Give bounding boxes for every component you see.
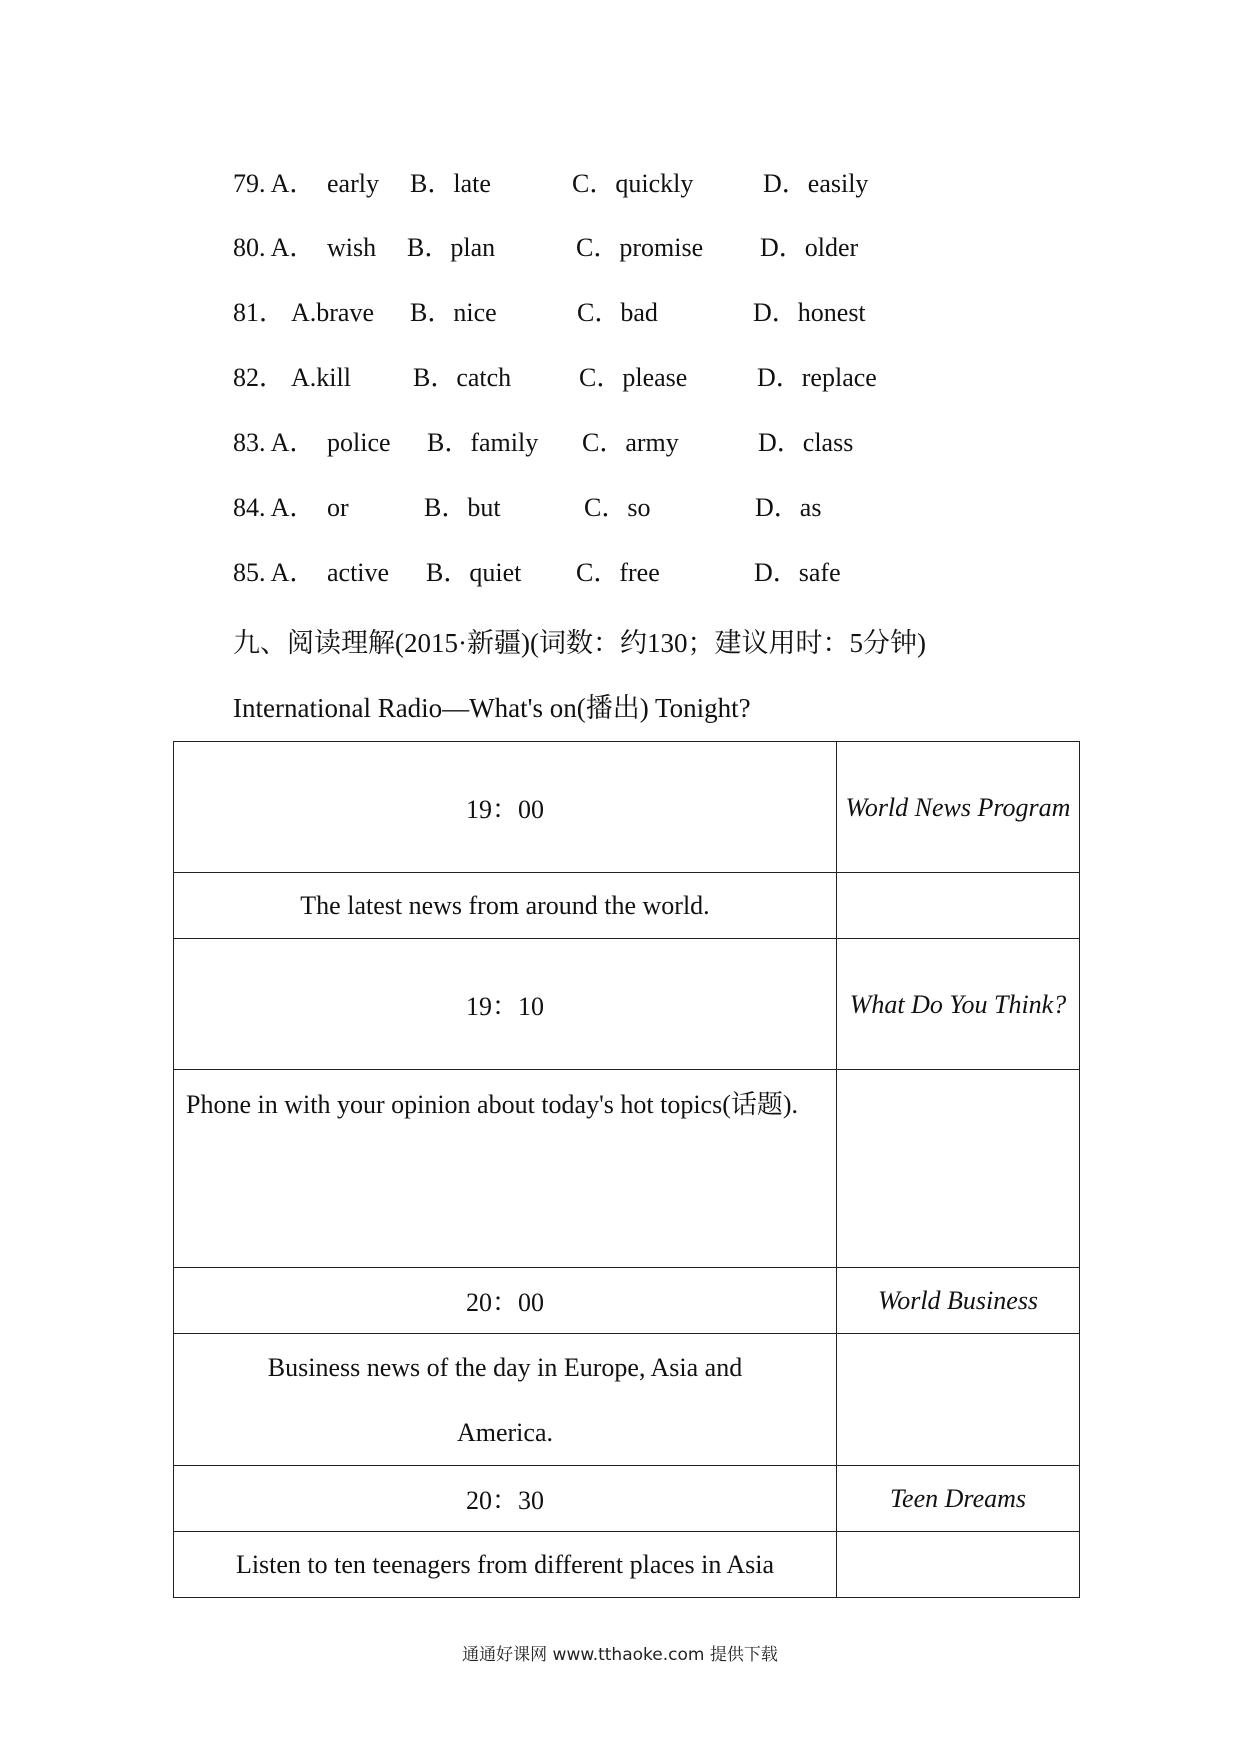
description-cell: Phone in with your opinion about today's hot topics(话题). (174, 1070, 837, 1268)
option-c: C．bad (577, 298, 658, 327)
passage-title: International Radio—What's on(播出) Tonight? (233, 693, 751, 723)
footer-text: 通通好课网 www.tthaoke.com 提供下载 (462, 1645, 778, 1665)
question-number: 83. A． (233, 428, 316, 457)
option-a: A.brave (291, 298, 375, 327)
time-cell: 20：30 (174, 1466, 837, 1532)
option-d: D．as (755, 493, 822, 522)
option-c: C．free (576, 558, 660, 587)
section-heading: 九、阅读理解(2015·新疆)(词数：约130；建议用时：5分钟) (233, 628, 926, 658)
option-d: D．class (758, 428, 854, 457)
option-a: active (327, 558, 390, 587)
program-title-cell: World Business (837, 1268, 1080, 1334)
option-b: B．family (427, 428, 539, 457)
description-cell: Business news of the day in Europe, Asia and America. (174, 1334, 837, 1466)
option-a: wish (327, 233, 377, 262)
table-row (174, 1466, 1080, 1532)
program-title-cell: What Do You Think? (837, 939, 1080, 1070)
option-a: A.kill (291, 363, 351, 392)
empty-cell (837, 1532, 1080, 1598)
question-number: 80. A． (233, 233, 316, 262)
option-c: C．quickly (572, 169, 694, 198)
question-number: 82． (233, 363, 286, 392)
option-c: C．promise (576, 233, 704, 262)
empty-cell (837, 873, 1080, 939)
question-number: 85. A． (233, 558, 316, 587)
description-cell: Listen to ten teenagers from different places in Asia (174, 1532, 837, 1598)
option-c: C．so (584, 493, 651, 522)
question-number: 81． (233, 298, 286, 327)
radio-schedule-table (173, 741, 1080, 1598)
time-cell: 19：00 (174, 742, 837, 873)
option-a: or (327, 493, 349, 522)
option-b: B．catch (413, 363, 512, 392)
time-cell: 20：00 (174, 1268, 837, 1334)
option-c: C．please (579, 363, 688, 392)
option-a: early (327, 169, 379, 198)
option-d: D．honest (753, 298, 866, 327)
table-row (174, 1532, 1080, 1598)
table-row (174, 742, 1080, 873)
option-a: police (327, 428, 391, 457)
option-d: D．easily (763, 169, 869, 198)
option-d: D．replace (757, 363, 877, 392)
empty-cell (837, 1334, 1080, 1466)
option-c: C．army (582, 428, 679, 457)
option-b: B．plan (407, 233, 496, 262)
option-d: D．older (760, 233, 859, 262)
question-number: 79. A． (233, 169, 316, 198)
program-title-cell: World News Program (837, 742, 1080, 873)
table-row (174, 1070, 1080, 1268)
empty-cell (837, 1070, 1080, 1268)
table-row (174, 873, 1080, 939)
option-b: B．nice (410, 298, 497, 327)
description-cell: The latest news from around the world. (174, 873, 837, 939)
option-b: B．quiet (426, 558, 522, 587)
question-number: 84. A． (233, 493, 316, 522)
option-d: D．safe (754, 558, 841, 587)
time-cell: 19：10 (174, 939, 837, 1070)
table-row (174, 1334, 1080, 1466)
option-b: B．late (410, 169, 491, 198)
table-row (174, 939, 1080, 1070)
table-row (174, 1268, 1080, 1334)
option-b: B．but (424, 493, 501, 522)
program-title-cell: Teen Dreams (837, 1466, 1080, 1532)
